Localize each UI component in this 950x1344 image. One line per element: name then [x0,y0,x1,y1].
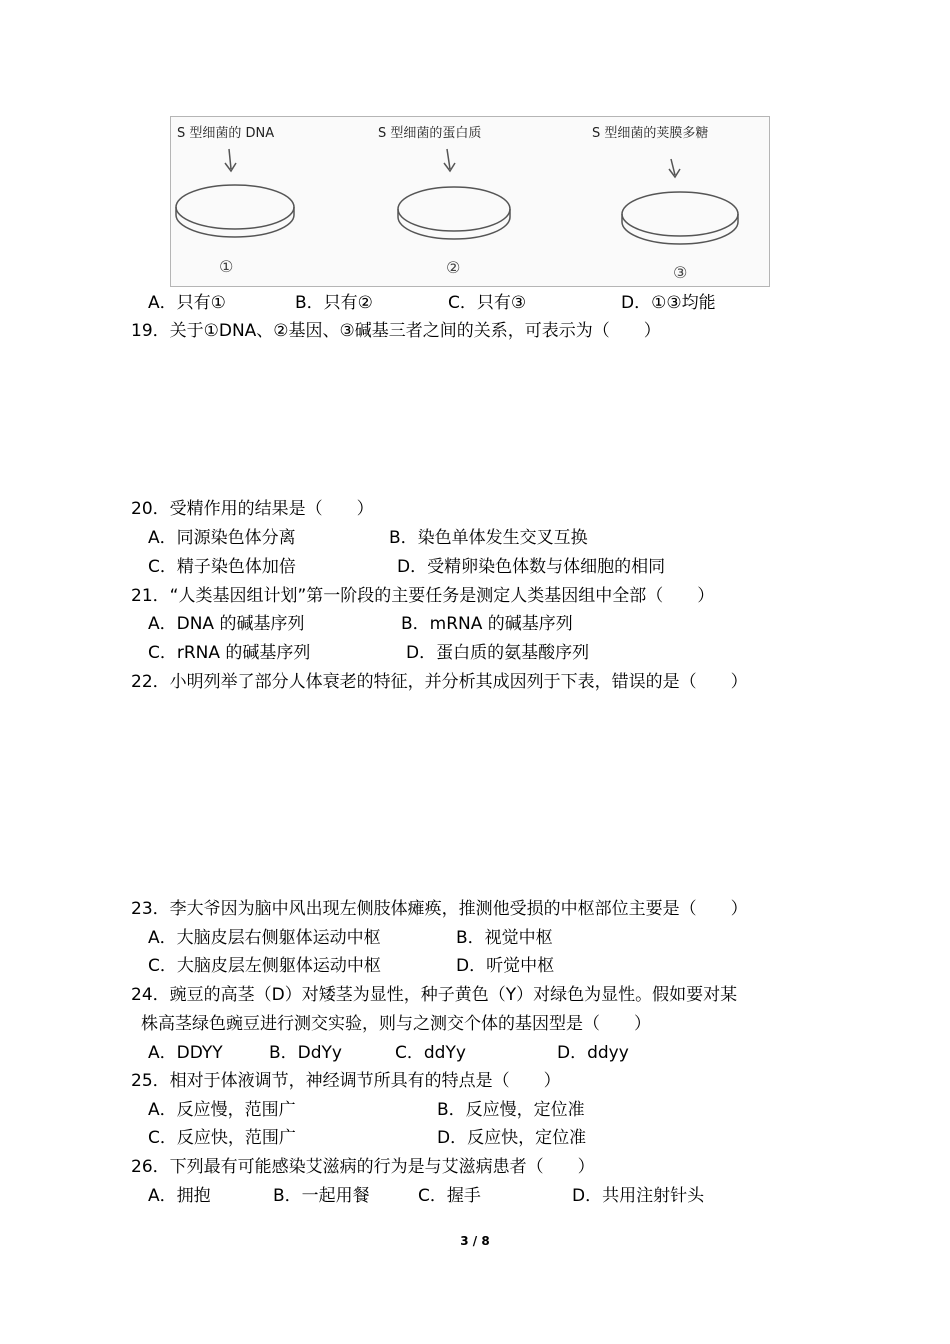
q20-stem: 20．受精作用的结果是（ ） [131,499,374,519]
q24-option-b: B．DdYy [269,1043,342,1063]
q19-stem: 19．关于①DNA、②基因、③碱基三者之间的关系，可表示为（ ） [131,321,661,341]
q25-stem: 25．相对于体液调节，神经调节所具有的特点是（ ） [131,1071,561,1091]
q20-option-b: B．染色单体发生交叉互换 [389,528,588,548]
q21-option-b: B．mRNA 的碱基序列 [401,614,573,634]
q18-option-c: C．只有③ [448,293,527,313]
q24-option-d: D．ddyy [557,1043,629,1063]
q26-option-c: C．握手 [418,1186,481,1206]
petri-dish-figure [170,116,770,287]
q18-option-b: B．只有② [295,293,373,313]
page-number: 3 / 8 [460,1234,490,1248]
q23-option-d: D．听觉中枢 [456,956,555,976]
figure-label-polysaccharide: S 型细菌的荚膜多糖 [592,126,709,141]
dish-number-1: ① [219,257,234,276]
q24-stem-line2: 株高茎绿色豌豆进行测交实验，则与之测交个体的基因型是（ ） [141,1014,651,1034]
q21-option-a: A．DNA 的碱基序列 [148,614,305,634]
q23-option-b: B．视觉中枢 [456,928,553,948]
q20-option-d: D．受精卵染色体数与体细胞的相同 [397,557,666,577]
petri-dish-icon [398,187,510,231]
petri-dish-icon [622,192,738,236]
q18-option-a: A．只有① [148,293,226,313]
q21-stem: 21．“人类基因组计划”第一阶段的主要任务是测定人类基因组中全部（ ） [131,586,715,606]
q25-option-d: D．反应快，定位准 [437,1128,587,1148]
figure-label-dna: S 型细菌的 DNA [177,126,275,141]
q23-stem: 23．李大爷因为脑中风出现左侧肢体瘫痪，推测他受损的中枢部位主要是（ ） [131,899,748,919]
arrow-down-icon [444,149,455,171]
q26-option-d: D．共用注射针头 [572,1186,705,1206]
q20-option-a: A．同源染色体分离 [148,528,296,548]
q24-option-c: C．ddYy [395,1043,466,1063]
q21-option-c: C．rRNA 的碱基序列 [148,643,311,663]
q22-stem: 22．小明列举了部分人体衰老的特征，并分析其成因列于下表，错误的是（ ） [131,672,748,692]
q23-option-c: C．大脑皮层左侧躯体运动中枢 [148,956,381,976]
q25-option-c: C．反应快，范围广 [148,1128,296,1148]
q23-option-a: A．大脑皮层右侧躯体运动中枢 [148,928,381,948]
q24-stem-line1: 24．豌豆的高茎（D）对矮茎为显性，种子黄色（Y）对绿色为显性。假如要对某 [131,985,738,1005]
arrow-down-icon [669,159,680,177]
q25-option-b: B．反应慢，定位准 [437,1100,585,1120]
dish-number-2: ② [446,258,461,277]
q25-option-a: A．反应慢，范围广 [148,1100,296,1120]
q24-option-a: A．DDYY [148,1043,223,1063]
arrow-down-icon [225,149,236,171]
q26-option-b: B．一起用餐 [273,1186,370,1206]
q21-option-d: D．蛋白质的氨基酸序列 [406,643,590,663]
q20-option-c: C．精子染色体加倍 [148,557,296,577]
q26-option-a: A．拥抱 [148,1186,211,1206]
figure-label-protein: S 型细菌的蛋白质 [378,126,482,141]
q18-option-d: D．①③均能 [621,293,716,313]
dish-number-3: ③ [673,263,688,282]
q26-stem: 26．下列最有可能感染艾滋病的行为是与艾滋病患者（ ） [131,1157,595,1177]
petri-dish-icon [176,185,294,229]
